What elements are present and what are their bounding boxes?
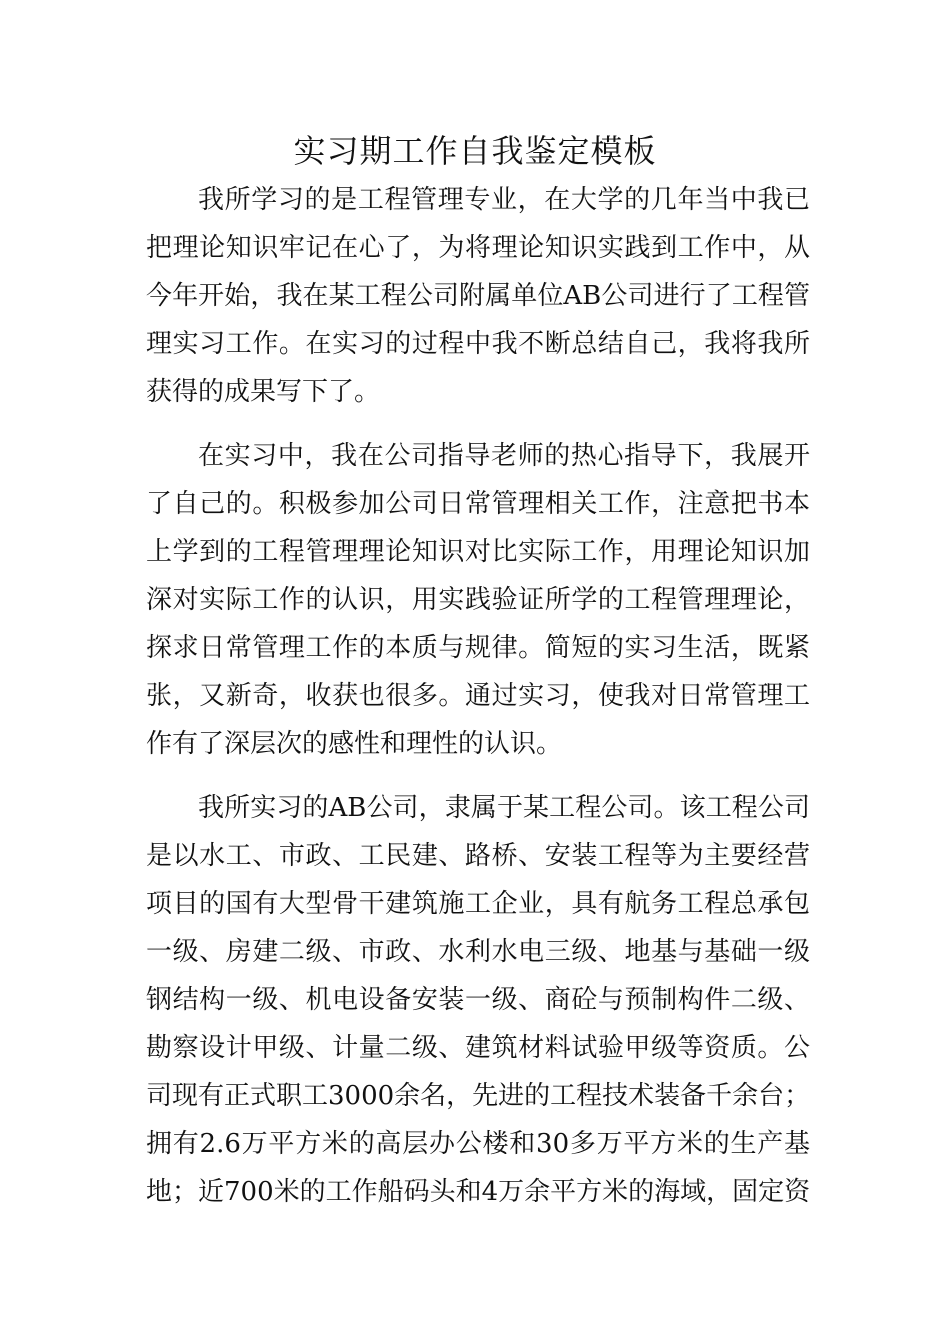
paragraph-line: 把理论知识牢记在心了，为将理论知识实践到工作中，从 <box>146 233 810 263</box>
paragraph-line: 了自己的。积极参加公司日常管理相关工作，注意把书本 <box>146 489 810 519</box>
paragraph-line: 探求日常管理工作的本质与规律。简短的实习生活，既紧 <box>146 633 810 663</box>
paragraph-spacer <box>146 416 810 432</box>
paragraph-2 <box>146 432 810 768</box>
paragraph-line: 作有了深层次的感性和理性的认识。 <box>146 729 563 759</box>
paragraph-line: 张，又新奇，收获也很多。通过实习，使我对日常管理工 <box>146 681 810 711</box>
paragraph-line: 获得的成果写下了。 <box>146 377 381 407</box>
paragraph-line: 我所学习的是工程管理专业，在大学的几年当中我已 <box>198 185 810 215</box>
paragraph-line: 一级、房建二级、市政、水利水电三级、地基与基础一级 <box>146 937 810 967</box>
document-title: 实习期工作自我鉴定模板 <box>293 132 657 170</box>
paragraph-1 <box>146 176 810 416</box>
paragraph-line: 是以水工、市政、工民建、路桥、安装工程等为主要经营 <box>146 841 810 871</box>
paragraph-line: 理实习工作。在实习的过程中我不断总结自己，我将我所 <box>146 329 810 359</box>
paragraph-line: 拥有2.6万平方米的高层办公楼和30多万平方米的生产基 <box>146 1129 810 1159</box>
paragraph-line: 司现有正式职工3000余名，先进的工程技术装备千余台； <box>146 1081 811 1111</box>
paragraph-3 <box>146 784 810 1216</box>
paragraph-line: 今年开始，我在某工程公司附属单位AB公司进行了工程管 <box>146 281 810 311</box>
paragraph-line: 上学到的工程管理理论知识对比实际工作，用理论知识加 <box>146 537 810 567</box>
paragraph-spacer <box>146 768 810 784</box>
document-body <box>146 176 810 1216</box>
paragraph-line: 项目的国有大型骨干建筑施工企业，具有航务工程总承包 <box>146 889 810 919</box>
paragraph-line: 我所实习的AB公司，隶属于某工程公司。该工程公司 <box>198 793 810 823</box>
paragraph-line: 在实习中，我在公司指导老师的热心指导下，我展开 <box>198 441 810 471</box>
paragraph-line: 勘察设计甲级、计量二级、建筑材料试验甲级等资质。公 <box>146 1033 810 1063</box>
paragraph-line: 深对实际工作的认识，用实践验证所学的工程管理理论， <box>146 585 810 615</box>
paragraph-line: 地；近700米的工作船码头和4万余平方米的海域，固定资 <box>146 1177 811 1207</box>
paragraph-line: 钢结构一级、机电设备安装一级、商砼与预制构件二级、 <box>146 985 810 1015</box>
